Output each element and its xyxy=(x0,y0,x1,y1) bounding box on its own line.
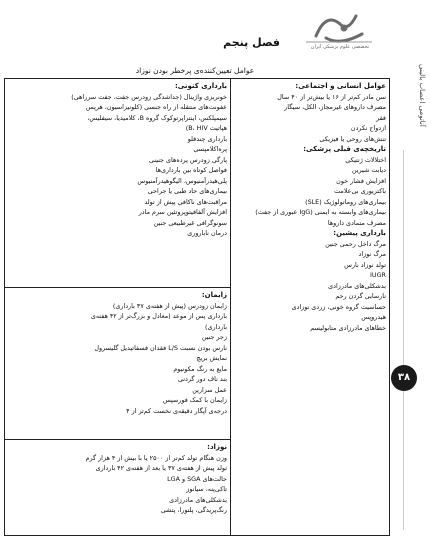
list-item: مصرف داروهای غیرمجاز، الکل، سیگار xyxy=(284,103,386,111)
list-item: هیدروپس xyxy=(361,313,386,321)
list-item: خونریزی واژینال (جداشدگی زودرس جفت، جفت سرراهی) xyxy=(71,92,227,101)
list-item: زایمان زودرس (پیش از هفته‌ی ۳۷ بارداری) xyxy=(112,301,227,310)
list-item: زایمان با کمک فورسپس xyxy=(162,396,227,404)
chapter-title: فصل پنجم xyxy=(223,36,280,49)
list-item: نارسایی گردن رحم xyxy=(335,292,386,300)
social-heading: عوامل انسانی و اجتماعی: xyxy=(295,82,386,90)
list-item: اختلالات ژنتیکی xyxy=(345,155,386,164)
list-item: هپاتیت B، HIV) xyxy=(185,124,227,132)
list-item: بدشکلی‌های مادرزادی xyxy=(169,495,227,504)
column-divider xyxy=(230,79,231,535)
list-item: تولد پیش از هفته‌ی ۳۷ یا بعد از هفته‌ی ۴۲ بارداری xyxy=(95,464,227,472)
row-divider xyxy=(5,287,231,288)
list-item: افزایش فشار خون xyxy=(336,176,386,185)
list-item: مرگ داخل رحمی جنین xyxy=(325,239,386,248)
list-item: باکتریوری بی‌علامت xyxy=(334,187,386,195)
list-item: عمل سزارین xyxy=(192,385,227,394)
list-item: بیماری‌های روماتولوژیک (SLE) xyxy=(305,197,386,206)
list-item: سونوگرافی غیرطبیعی جنین xyxy=(153,218,227,227)
logo-caption: تخصصی علوم پزشکی ایران xyxy=(310,44,370,50)
history-heading: تاریخچه‌ی قبلی پزشکی: xyxy=(303,145,386,153)
list-item: بارداری پس از موعد (معادل و بزرگ‌تر از ۴۲ هفته‌ی xyxy=(90,312,227,320)
list-item: درمان ناباروری xyxy=(187,229,227,237)
list-item: فواصل کوتاه بین بارداری‌ها xyxy=(155,166,227,174)
page-number-badge: ۳۸ xyxy=(391,365,417,391)
list-item: فقر xyxy=(376,113,386,122)
list-item: بند ناف دور گردنی xyxy=(177,375,227,383)
list-item: بارداری چندقلو xyxy=(187,134,227,143)
side-running-title: آناتومی اعصاب بالینی xyxy=(418,63,426,127)
previous-pregnancy-heading: بارداری پیشین: xyxy=(333,229,386,237)
table-caption: عوامل تعیین‌کننده‌ی پرخطر بودن نوزاد xyxy=(135,66,255,75)
list-item: ازدواج نکردن xyxy=(350,124,386,132)
list-item: تولد نوزاد نارس xyxy=(344,260,386,269)
list-item: مراقبت‌های ناکافی پیش از تولد xyxy=(144,197,227,206)
list-item: دیابت شیرین xyxy=(351,166,386,174)
list-item: تاکی‌پنه، سیانوز xyxy=(186,485,227,493)
list-item: حالت‌های SGA و LGA xyxy=(167,474,227,483)
labor-heading: زایمان: xyxy=(201,291,227,299)
list-item: بیماری‌های وابسته به ایمنی (IgG عبوری از جفت) xyxy=(255,208,386,216)
current-pregnancy-heading: بارداری کنونی: xyxy=(175,82,227,90)
background-factors-cell xyxy=(234,81,386,531)
newborn-cell xyxy=(9,442,227,532)
list-item: وزن هنگام تولد کم‌تر از ۲۵۰۰ یا با بیش از ۴ هزار گرم xyxy=(85,453,227,462)
list-item: سن مادر کم‌تر از ۱۶ یا بیش‌تر از ۴۰ سال xyxy=(277,92,386,101)
current-pregnancy-cell xyxy=(9,81,227,285)
labor-cell xyxy=(9,290,227,438)
list-item: عفونت‌های منتقله از راه جنسی (کلونیزاسیون، هرپس xyxy=(85,103,227,111)
list-item: خطاهای مادرزادی متابولیسم xyxy=(310,323,386,332)
side-divider xyxy=(403,150,404,530)
list-item: IUGR xyxy=(370,271,386,279)
list-item: نارس بودن نسبت L/S فقدان فسفاتیدیل گلیسرول xyxy=(94,343,227,352)
risk-factors-table xyxy=(4,78,390,536)
row-divider xyxy=(5,439,231,440)
list-item: پره‌اکلامپسی xyxy=(193,145,227,153)
list-item: افزایش آلفافیتوپروتئین سرم مادر xyxy=(138,208,227,216)
list-item: درجه‌ی آپگار دقیقه‌ی نخست کم‌تر از ۴ xyxy=(126,406,227,415)
list-item: مایع به رنگ مکونیوم xyxy=(173,364,227,373)
list-item: مرگ نوزاد xyxy=(358,250,386,258)
list-item: سیمپلکس، اینتراپرتوکوک گروه B، کلامیدیا، سیفلیس، xyxy=(87,113,227,122)
list-item: حساسیت گروه خونی، زردی نوزادی xyxy=(291,302,386,311)
list-item: بارداری) xyxy=(204,322,227,331)
list-item: بدشکلی‌های مادرزادی xyxy=(328,281,386,290)
list-item: پلی‌هیدرآمنیوس، الیگوهیدرآمنیوس xyxy=(137,176,227,185)
list-item: تنش‌های روحی یا فیزیکی xyxy=(319,134,386,143)
list-item: زجر جنین xyxy=(201,333,227,341)
list-item: بیماری‌های حاد طبی یا جراحی xyxy=(147,187,227,195)
list-item: مصرف متمادی داروها xyxy=(327,218,386,227)
list-item: پارگی زودرس پرده‌های جنینی xyxy=(148,155,227,164)
list-item: نمایش بریچ xyxy=(196,354,227,362)
newborn-heading: نوزاد: xyxy=(207,443,227,451)
list-item: رنگ‌پریدگی، پلتورا، پتشی xyxy=(160,506,227,514)
